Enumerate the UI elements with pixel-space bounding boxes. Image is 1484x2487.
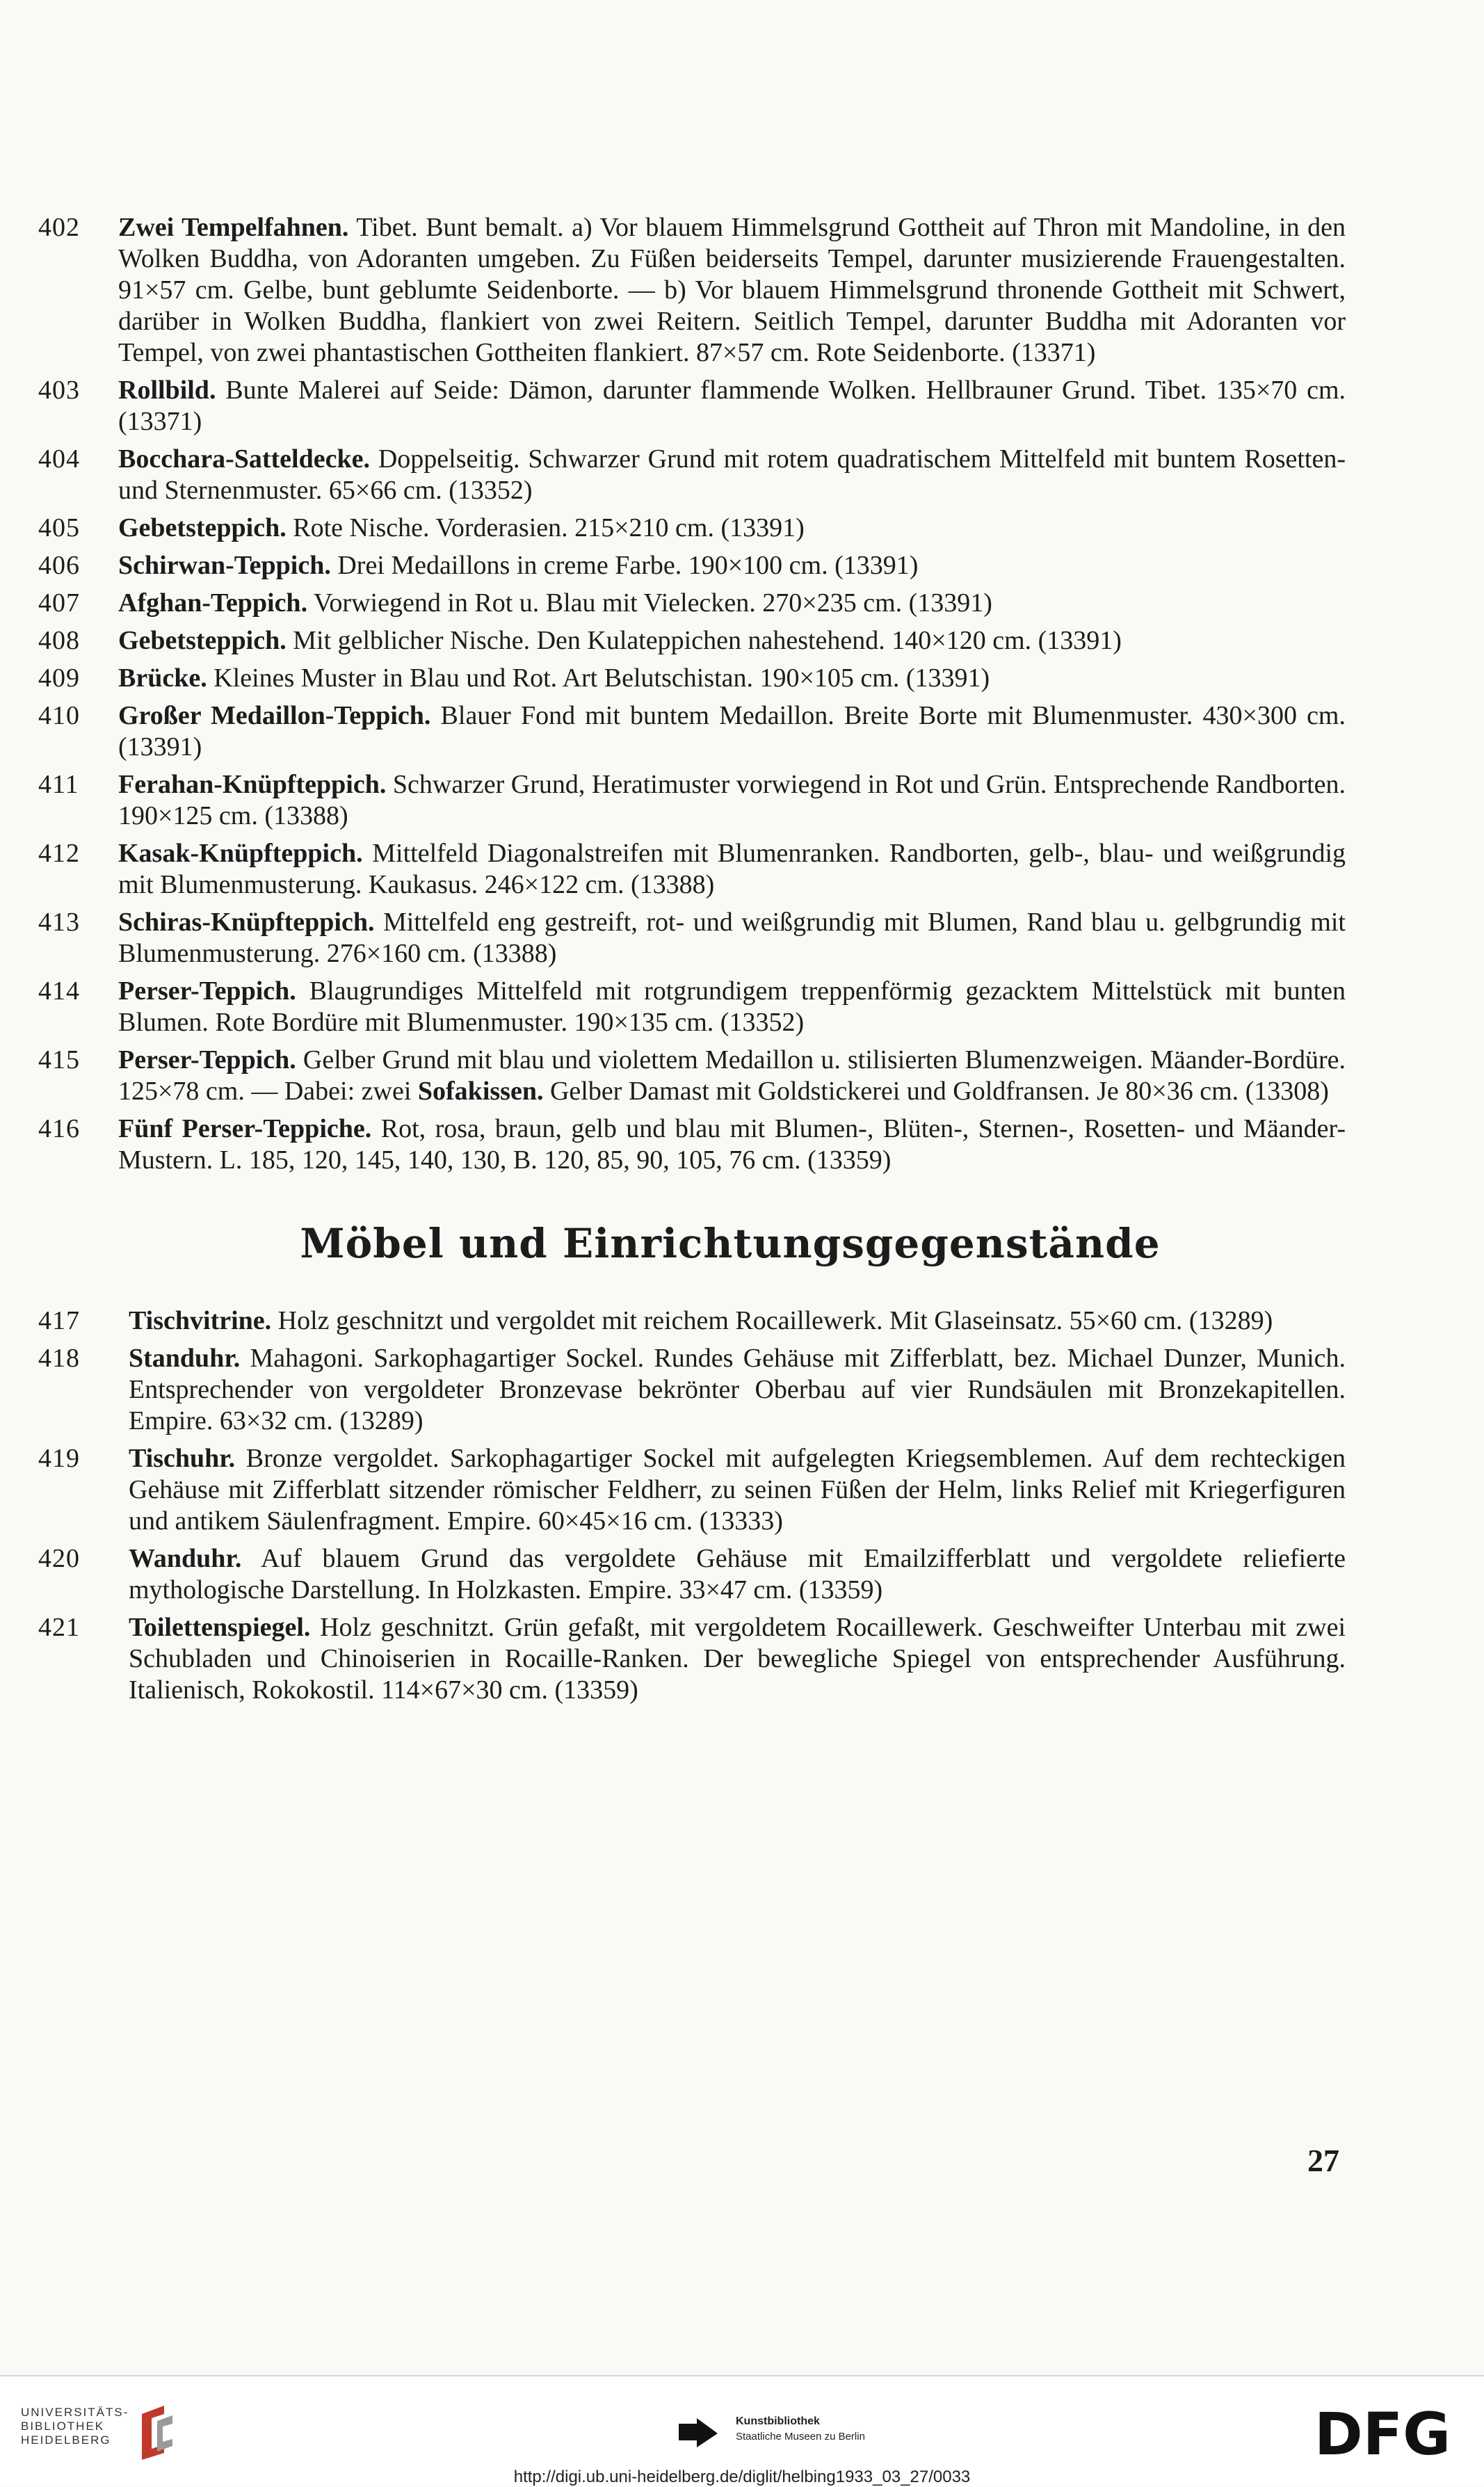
lot-title: Perser-Teppich. [118,976,296,1006]
lot-text: Holz geschnitzt. Grün gefaßt, mit vergoldetem Rocaillewerk. Geschweifter Unterbau mit zwei Schubladen und Chinoiserien in Rocaille-Ranken. Der bewegliche Spiegel von entsprechender Ausführung. Italienisch, Rokokostil. 114×67×30 cm. (13359) [129,1613,1346,1705]
catalog-entry [38,1443,1346,1537]
lot-number: 409 [38,663,80,693]
lot-number: 418 [38,1344,80,1373]
lot-title: Fünf Perser-Teppiche. [118,1114,372,1143]
catalog-entry [38,663,1346,694]
lot-description [118,444,1346,506]
catalog-entry [38,550,1346,581]
lot-number: 411 [38,770,79,799]
library-name: Kunstbibliothek [736,2415,820,2427]
lot-number: 408 [38,626,80,655]
dfg-logo-text: DFG [1314,2401,1451,2464]
catalog-entry [38,212,1346,369]
lot-text: Auf blauem Grund das vergoldete Gehäuse mit Emailzifferblatt und vergoldete reliefierte mythologische Darstellung. In Holzkasten. Empire. 33×47 cm. (13359) [129,1544,1346,1604]
lot-description [118,375,1346,437]
lot-description [118,1045,1346,1107]
lot-title: Rollbild. [118,376,216,405]
lot-number: 404 [38,444,80,474]
lot-description [118,838,1346,901]
university-line-3: HEIDELBERG [21,2433,111,2447]
lot-description [118,550,1346,581]
lot-text: Bunte Malerei auf Seide: Dämon, darunter flammende Wolken. Hellbrauner Grund. Tibet. 135×70 cm. (13371) [118,376,1346,436]
catalog-entry [38,907,1346,969]
lot-number: 416 [38,1114,80,1143]
entries-list-furniture [38,1305,1346,1706]
university-line-2: BIBLIOTHEK [21,2420,105,2433]
lot-text: Vorwiegend in Rot u. Blau mit Vielecken. 270×235 cm. (13391) [307,588,992,618]
lot-title: Wanduhr. [129,1544,242,1573]
lot-title: Ferahan-Knüpfteppich. [118,770,387,799]
university-line-1: UNIVERSITÄTS- [21,2406,129,2419]
lot-text: Schwarzer Grund, Heratimuster vorwiegend in Rot und Grün. Entsprechende Randborten. 190×125 cm. (13388) [118,770,1346,830]
lot-text: Drei Medaillons in creme Farbe. 190×100 cm. (13391) [330,551,919,580]
catalog-entry [38,444,1346,506]
lot-text: Holz geschnitzt und vergoldet mit reichem Rocaillewerk. Mit Glaseinsatz. 55×60 cm. (13289) [271,1306,1273,1335]
lot-number: 415 [38,1045,80,1075]
lot-title: Schirwan-Teppich. [118,551,331,580]
catalog-entry [38,1612,1346,1706]
lot-title: Perser-Teppich. [118,1045,296,1075]
lot-description [129,1305,1346,1337]
kunstbibliothek-logo-icon[interactable] [676,2415,720,2450]
lot-title: Afghan-Teppich. [118,588,308,618]
lot-description [129,1443,1346,1537]
lot-title: Bocchara-Satteldecke. [118,444,370,474]
lot-description [118,625,1346,657]
catalog-entry [38,700,1346,763]
lot-number: 412 [38,839,80,868]
catalog-entry [38,513,1346,544]
lot-text: Gelber Grund mit blau und violettem Medaillon u. stilisierten Blumenzweigen. Mäander-Bordüre. 125×78 cm. — Dabei: zwei [118,1045,1346,1106]
lot-text: Mahagoni. Sarkophagartiger Sockel. Rundes Gehäuse mit Zifferblatt, bez. Michael Dunzer, Munich. Entsprechender von vergoldeter Bronzevase bekrönter Oberbau auf vier Rundsäulen mit Bronzekapitellen. Empire. 63×32 cm. (13289) [129,1344,1346,1435]
lot-text: Bronze vergoldet. Sarkophagartiger Sockel mit aufgelegten Kriegsemblemen. Auf dem rechteckigen Gehäuse mit Zifferblatt sitzender römischer Feldherr, zu seinen Füßen der Helm, links Relief mit Kriegerfiguren und antikem Säulenfragment. Empire. 60×45×16 cm. (13333) [129,1444,1346,1536]
lot-title: Brücke. [118,663,207,693]
lot-description [118,212,1346,369]
catalog-entry [38,1343,1346,1437]
lot-number: 403 [38,376,80,405]
lot-title: Tischvitrine. [129,1306,272,1335]
lot-title: Gebetsteppich. [118,513,287,542]
lot-description [118,769,1346,832]
lot-text: Rot, rosa, braun, gelb und blau mit Blumen-, Blüten-, Sternen-, Rosetten- und Mäander-Mustern. L. 185, 120, 145, 140, 130, B. 120, 85, 90, 105, 76 cm. (13359) [118,1114,1346,1175]
lot-number: 413 [38,908,80,937]
lot-title: Schiras-Knüpfteppich. [118,908,375,937]
university-library-label[interactable] [21,2406,129,2447]
lot-number: 419 [38,1444,80,1473]
lot-description [118,1113,1346,1176]
lot-text: Mit gelblicher Nische. Den Kulateppichen nahestehend. 140×120 cm. (13391) [286,626,1122,655]
lot-number: 417 [38,1306,80,1335]
catalog-entry [38,1543,1346,1606]
lot-description [118,907,1346,969]
library-subtitle: Staatliche Museen zu Berlin [736,2431,865,2442]
catalog-content [38,212,1346,1712]
lot-description [118,513,1346,544]
lot-text: Rote Nische. Vorderasien. 215×210 cm. (13391) [286,513,805,542]
lot-title: Toilettenspiegel. [129,1613,311,1642]
digitization-footer [0,2375,1484,2486]
catalog-entry [38,588,1346,619]
catalog-entry [38,625,1346,657]
lot-text-continued: Gelber Damast mit Goldstickerei und Goldfransen. Je 80×36 cm. (13308) [543,1077,1329,1106]
catalog-entry [38,1305,1346,1337]
lot-text: Doppelseitig. Schwarzer Grund mit rotem quadratischem Mittelfeld mit buntem Rosetten- und Sternenmuster. 65×66 cm. (13352) [118,444,1346,505]
lot-number: 406 [38,551,80,580]
lot-description [118,700,1346,763]
catalog-entry [38,838,1346,901]
lot-title: Kasak-Knüpfteppich. [118,839,363,868]
lot-text: Blauer Fond mit buntem Medaillon. Breite Borte mit Blumenmuster. 430×300 cm. (13391) [118,701,1346,762]
lot-extra-title: Sofakissen. [417,1077,544,1106]
lot-number: 410 [38,701,80,730]
catalog-entry [38,375,1346,437]
lot-description [129,1343,1346,1437]
lot-title: Gebetsteppich. [118,626,287,655]
catalog-entry [38,1045,1346,1107]
catalog-entry [38,769,1346,832]
lot-title: Zwei Tempelfahnen. [118,213,349,242]
lot-description [129,1543,1346,1606]
lot-number: 420 [38,1544,80,1573]
lot-description [118,663,1346,694]
lot-text: Blaugrundiges Mittelfeld mit rotgrundigem treppenförmig gezacktem Mittelstück mit bunten Blumen. Rote Bordüre mit Blumenmuster. 190×135 cm. (13352) [118,976,1346,1037]
lot-description [129,1612,1346,1706]
lot-text: Mittelfeld Diagonalstreifen mit Blumenranken. Randborten, gelb-, blau- und weißgrundig mit Blumenmusterung. Kaukasus. 246×122 cm. (13388) [118,839,1346,899]
lot-text: Tibet. Bunt bemalt. a) Vor blauem Himmelsgrund Gottheit auf Thron mit Mandoline, in den Wolken Buddha, von Adoranten umgeben. Zu Füßen beiderseits Tempel, darunter musizierende Frauengestalten. 91×57 cm. Gelbe, bunt geblumte Seidenborte. — b) Vor blauem Himmelsgrund thronende Gottheit mit Schwert, darüber in Wolken Buddha, flankiert von zwei Reitern. Seitlich Tempel, darunter Buddha mit Adoranten vor Tempel, von zwei phantastischen Gottheiten flankiert. 87×57 cm. Rote Seidenborte. (13371) [118,213,1346,367]
section-heading: Möbel und Einrichtungsgegenstände [300,1220,1161,1267]
entries-list-textiles [38,212,1346,1176]
kunstbibliothek-label[interactable] [736,2414,865,2445]
page-number: 27 [1307,2143,1339,2178]
lot-text: Mittelfeld eng gestreift, rot- und weißgrundig mit Blumen, Rand blau u. gelbgrundig mit Blumenmusterung. 276×160 cm. (13388) [118,908,1346,968]
catalog-entry [38,1113,1346,1176]
lot-title: Standuhr. [129,1344,241,1373]
lot-number: 421 [38,1613,80,1642]
lot-number: 402 [38,213,80,242]
lot-number: 407 [38,588,80,618]
lot-title: Großer Medaillon-Teppich. [118,701,431,730]
lot-text: Kleines Muster in Blau und Rot. Art Belutschistan. 190×105 cm. (13391) [207,663,990,693]
lot-description [118,976,1346,1038]
footer-divider [0,2375,1484,2376]
lot-number: 414 [38,976,80,1006]
source-url-link[interactable]: http://digi.ub.uni-heidelberg.de/diglit/helbing1933_03_27/0033 [513,2468,971,2486]
catalog-entry [38,976,1346,1038]
lot-title: Tischuhr. [129,1444,236,1473]
dfg-logo[interactable] [1314,2401,1460,2464]
ub-heidelberg-logo-icon[interactable] [136,2400,178,2463]
lot-number: 405 [38,513,80,542]
lot-description [118,588,1346,619]
